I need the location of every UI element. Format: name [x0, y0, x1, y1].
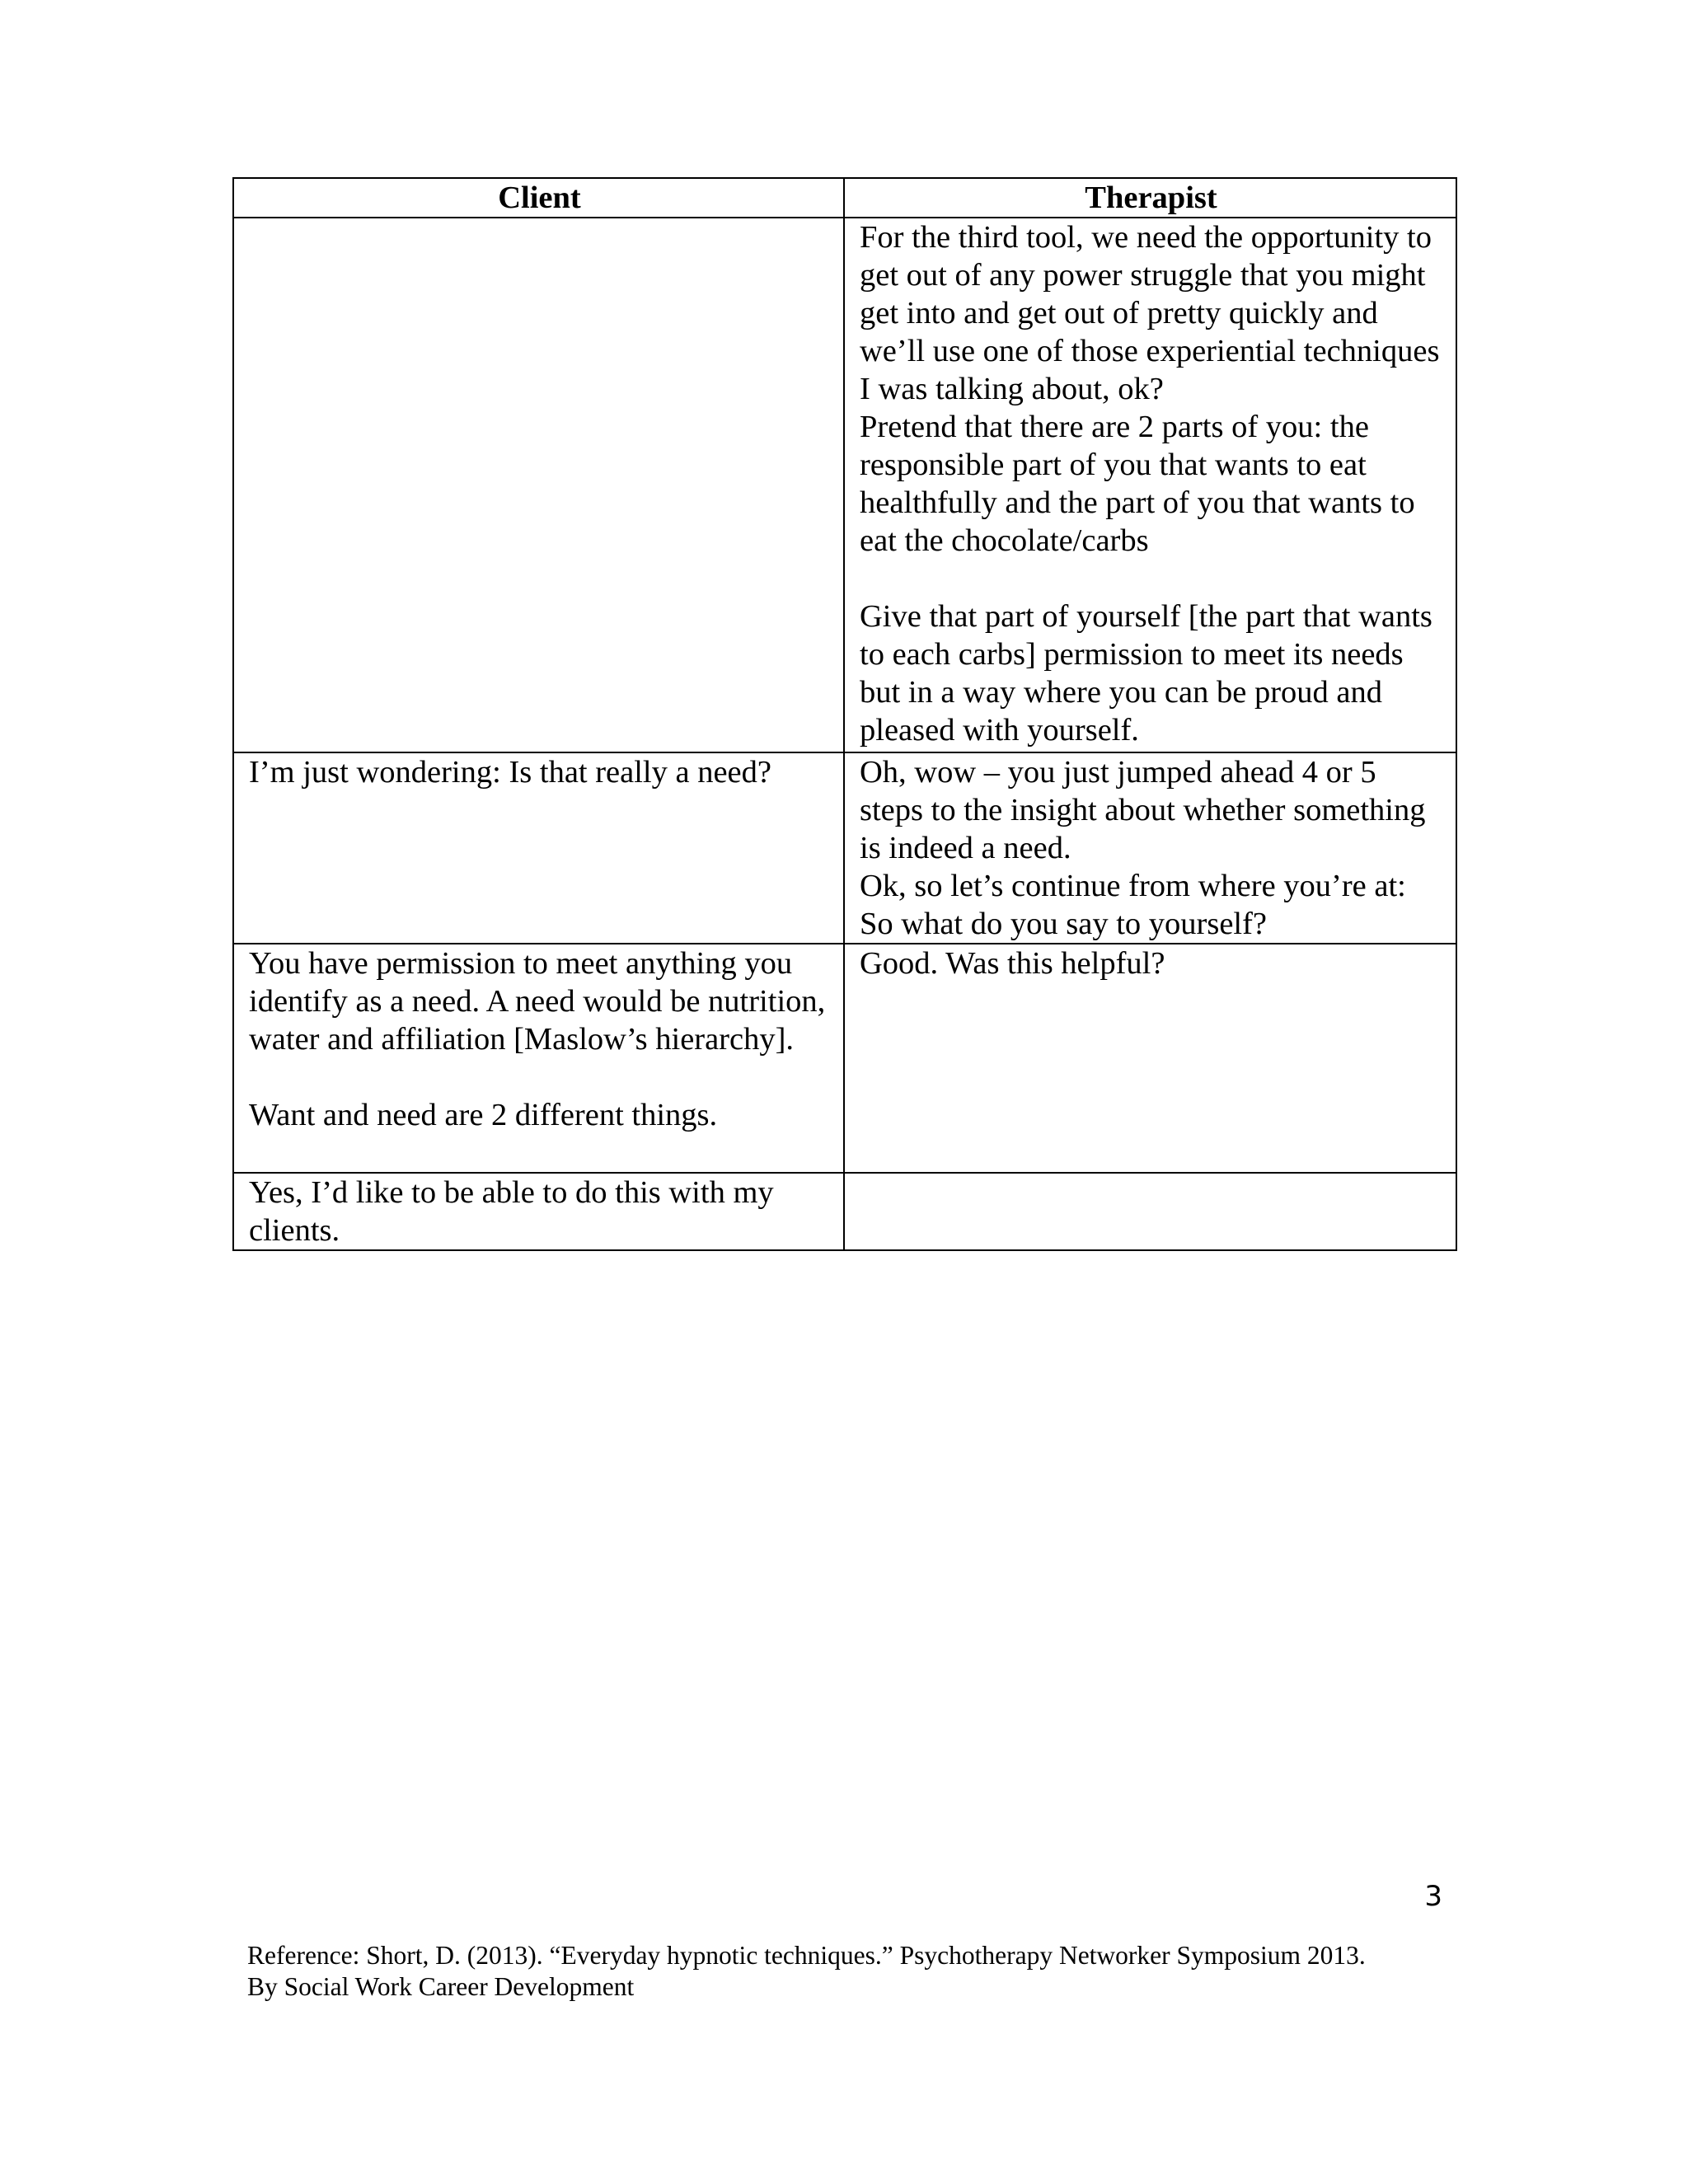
therapist-cell — [844, 1173, 1456, 1250]
client-cell — [233, 944, 844, 1173]
client-paragraph: You have permission to meet anything you identify as a need. A need would be nutrition, water and affiliation [Maslow’s hierarchy]. — [249, 946, 826, 1057]
client-cell — [233, 218, 844, 752]
table-row — [233, 218, 1456, 752]
footer-byline: By Social Work Career Development — [247, 1972, 635, 2001]
paragraph-gap — [860, 560, 1442, 598]
therapist-paragraph: Ok, so let’s continue from where you’re at: So what do you say to yourself? — [860, 869, 1406, 941]
footer-reference: Reference: Short, D. (2013). “Everyday hypnotic techniques.” Psychotherapy Networker Symposium 2013. — [247, 1941, 1366, 1970]
dialogue-table — [232, 177, 1457, 1251]
table-row — [233, 944, 1456, 1173]
client-cell — [233, 1173, 844, 1250]
therapist-paragraph: Give that part of yourself [the part that wants to each carbs] permission to meet its needs but in a way where you can be proud and pleased with yourself. — [860, 599, 1432, 748]
paragraph-gap — [249, 1058, 830, 1096]
page-number: 3 — [1424, 1880, 1442, 1913]
therapist-cell — [844, 218, 1456, 752]
client-paragraph: I’m just wondering: Is that really a need? — [249, 755, 771, 790]
therapist-cell — [844, 752, 1456, 944]
table-row — [233, 752, 1456, 944]
client-paragraph: Want and need are 2 different things. — [249, 1098, 718, 1132]
client-paragraph: Yes, I’d like to be able to do this with my clients. — [249, 1175, 774, 1248]
therapist-paragraph: For the third tool, we need the opportunity to get out of any power struggle that you might get into and get out of pretty quickly and we’ll use one of those experiential techniques I was talking about, ok? — [860, 220, 1440, 406]
therapist-column-header: Therapist — [844, 178, 1456, 218]
table-row — [233, 1173, 1456, 1250]
page-footer — [247, 1940, 1484, 2003]
client-cell — [233, 752, 844, 944]
client-column-header: Client — [233, 178, 844, 218]
therapist-cell — [844, 944, 1456, 1173]
therapist-paragraph: Pretend that there are 2 parts of you: the responsible part of you that wants to eat healthfully and the part of you that wants to eat the chocolate/carbs — [860, 410, 1415, 558]
table-header-row — [233, 178, 1456, 218]
therapist-paragraph: Good. Was this helpful? — [860, 946, 1165, 981]
therapist-paragraph: Oh, wow – you just jumped ahead 4 or 5 steps to the insight about whether something is indeed a need. — [860, 755, 1426, 865]
